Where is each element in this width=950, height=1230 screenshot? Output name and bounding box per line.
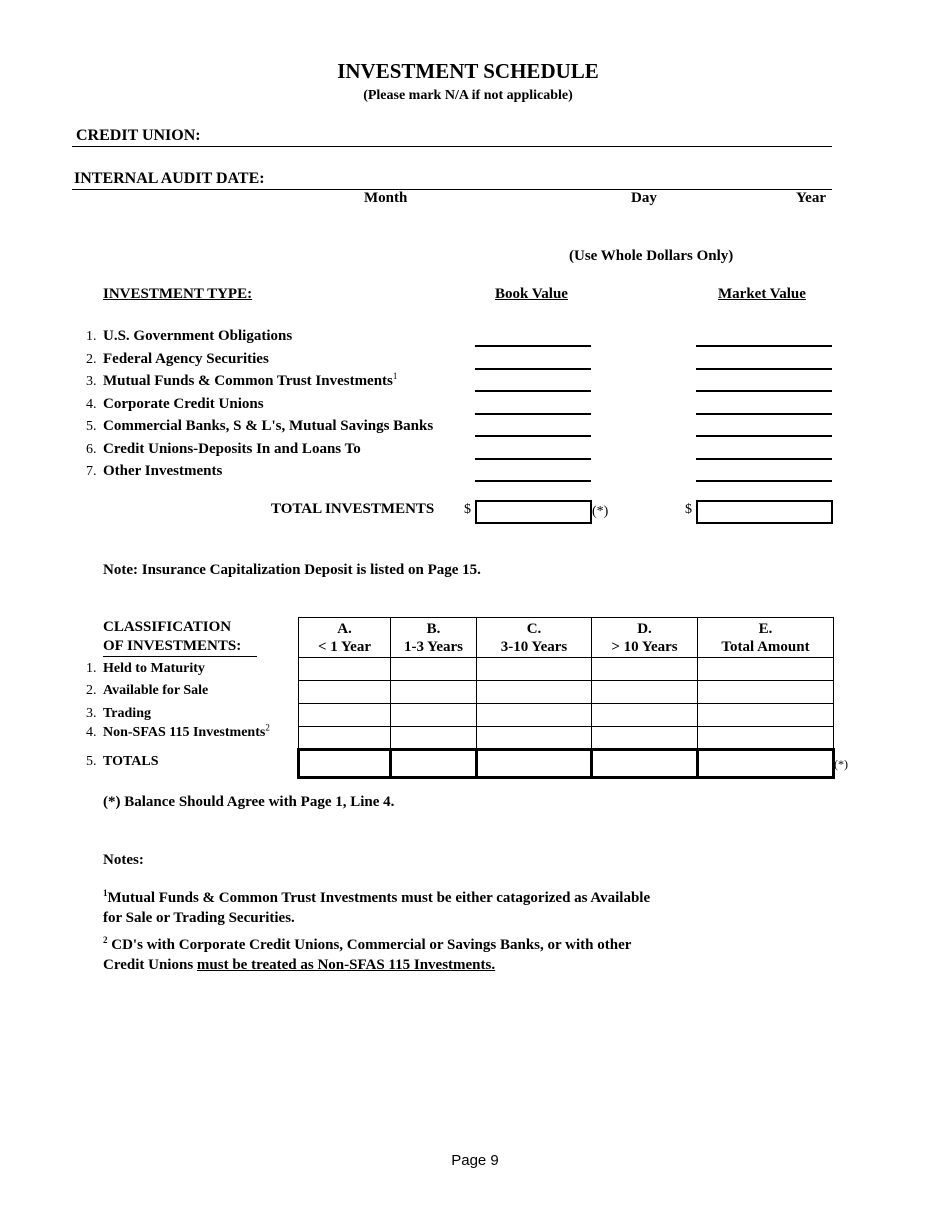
table-cell-input[interactable] bbox=[592, 681, 698, 704]
total-asterisk: (*) bbox=[592, 504, 609, 519]
table-cell-input[interactable] bbox=[391, 750, 477, 778]
table-cell-input[interactable] bbox=[698, 727, 834, 750]
column-header bbox=[391, 618, 477, 658]
investment-row-number: 4. bbox=[86, 397, 97, 412]
investment-row-number: 5. bbox=[86, 419, 97, 434]
investment-row bbox=[86, 441, 361, 458]
table-cell-input[interactable] bbox=[391, 704, 477, 727]
table-cell-input[interactable] bbox=[698, 658, 834, 681]
footnote-1-line1: Mutual Funds & Common Trust Investments must be either catagorized as Available bbox=[107, 890, 651, 906]
classification-header-line1: CLASSIFICATION bbox=[103, 619, 232, 635]
classification-row-text: Non-SFAS 115 Investments bbox=[103, 725, 266, 740]
investment-row-number: 2. bbox=[86, 352, 97, 367]
market-value-blank[interactable] bbox=[696, 435, 832, 437]
column-header bbox=[592, 618, 698, 658]
investment-row-label: Federal Agency Securities bbox=[103, 351, 269, 367]
column-label: 1-3 Years bbox=[403, 638, 463, 655]
table-row bbox=[299, 704, 834, 727]
investment-row-label: Commercial Banks, S & L's, Mutual Savings Banks bbox=[103, 418, 434, 434]
classification-table bbox=[297, 617, 835, 779]
day-label: Day bbox=[631, 190, 657, 206]
table-cell-input[interactable] bbox=[698, 750, 834, 778]
table-cell-input[interactable] bbox=[477, 750, 592, 778]
table-cell-input[interactable] bbox=[299, 681, 391, 704]
investment-row-label: Corporate Credit Unions bbox=[103, 396, 264, 412]
table-row bbox=[299, 727, 834, 750]
investment-row-label: Mutual Funds & Common Trust Investments bbox=[103, 373, 393, 389]
table-cell-input[interactable] bbox=[592, 750, 698, 778]
market-value-blank[interactable] bbox=[696, 458, 832, 460]
footnote-2 bbox=[103, 935, 631, 975]
investment-row-number: 7. bbox=[86, 464, 97, 479]
footnote-1-marker: 1 bbox=[103, 888, 108, 898]
classification-row-number: 2. bbox=[86, 683, 97, 698]
column-letter: B. bbox=[426, 620, 441, 637]
footnote-2-marker: 2 bbox=[103, 935, 108, 945]
table-cell-input[interactable] bbox=[299, 750, 391, 778]
market-value-blank[interactable] bbox=[696, 345, 832, 347]
book-value-blank[interactable] bbox=[475, 345, 591, 347]
footnote-1-line2: for Sale or Trading Securities. bbox=[103, 910, 295, 926]
table-cell-input[interactable] bbox=[477, 681, 592, 704]
investment-row bbox=[86, 418, 433, 435]
classification-row-label bbox=[86, 754, 159, 770]
audit-date-label: INTERNAL AUDIT DATE: bbox=[74, 170, 265, 187]
footnote-2-line2: Credit Unions bbox=[103, 957, 197, 973]
table-cell-input[interactable] bbox=[592, 658, 698, 681]
footnote-2-line1: CD's with Corporate Credit Unions, Commercial or Savings Banks, or with other bbox=[107, 937, 632, 953]
market-value-header: Market Value bbox=[718, 286, 806, 302]
investment-row-number: 3. bbox=[86, 374, 97, 389]
book-value-blank[interactable] bbox=[475, 413, 591, 415]
table-cell-input[interactable] bbox=[477, 704, 592, 727]
classification-row-text: Held to Maturity bbox=[103, 661, 205, 676]
classification-row-text: Trading bbox=[103, 706, 151, 721]
footnote-marker: 2 bbox=[265, 722, 270, 733]
column-letter: E. bbox=[758, 620, 773, 637]
market-value-blank[interactable] bbox=[696, 480, 832, 482]
table-cell-input[interactable] bbox=[299, 704, 391, 727]
classification-row-text: Available for Sale bbox=[103, 683, 209, 698]
market-dollar-sign: $ bbox=[685, 502, 692, 517]
table-cell-input[interactable] bbox=[477, 727, 592, 750]
table-cell-input[interactable] bbox=[477, 658, 592, 681]
column-label: > 10 Years bbox=[611, 638, 678, 655]
table-cell-input[interactable] bbox=[592, 704, 698, 727]
column-letter: C. bbox=[526, 620, 542, 637]
classification-row-number: 4. bbox=[86, 725, 97, 740]
year-label: Year bbox=[796, 190, 826, 206]
investment-row-number: 1. bbox=[86, 329, 97, 344]
table-row bbox=[299, 750, 834, 778]
table-row bbox=[299, 681, 834, 704]
footnote-1 bbox=[103, 888, 650, 928]
investment-row bbox=[86, 463, 222, 480]
investment-row bbox=[86, 396, 264, 413]
book-value-blank[interactable] bbox=[475, 435, 591, 437]
book-value-blank[interactable] bbox=[475, 390, 591, 392]
classification-row-label bbox=[86, 683, 208, 699]
total-investments-label: TOTAL INVESTMENTS bbox=[271, 501, 435, 517]
investment-row-label: Credit Unions-Deposits In and Loans To bbox=[103, 441, 361, 457]
classification-row-number: 1. bbox=[86, 661, 97, 676]
page-number: Page 9 bbox=[451, 1152, 499, 1169]
balance-note: (*) Balance Should Agree with Page 1, Line 4. bbox=[103, 794, 395, 810]
page-title: INVESTMENT SCHEDULE bbox=[337, 59, 599, 83]
footnote-marker: 1 bbox=[392, 371, 398, 381]
table-cell-input[interactable] bbox=[592, 727, 698, 750]
column-header bbox=[698, 618, 834, 658]
book-value-blank[interactable] bbox=[475, 458, 591, 460]
total-book-value-box[interactable] bbox=[475, 500, 592, 524]
classification-row-number: 5. bbox=[86, 754, 97, 769]
investment-row bbox=[86, 328, 292, 345]
table-cell-input[interactable] bbox=[391, 681, 477, 704]
totals-asterisk: (*) bbox=[834, 757, 848, 771]
investment-row-label: U.S. Government Obligations bbox=[103, 328, 293, 344]
month-label: Month bbox=[364, 190, 408, 206]
market-value-blank[interactable] bbox=[696, 390, 832, 392]
column-label: 3-10 Years bbox=[500, 638, 568, 655]
classification-row-label bbox=[86, 661, 205, 677]
column-letter: A. bbox=[337, 620, 352, 637]
table-cell-input[interactable] bbox=[698, 704, 834, 727]
audit-date-field[interactable] bbox=[72, 189, 832, 190]
insurance-note: Note: Insurance Capitalization Deposit is listed on Page 15. bbox=[103, 562, 481, 578]
table-cell-input[interactable] bbox=[299, 727, 391, 750]
footnote-2-line2-underlined: must be treated as Non-SFAS 115 Investments. bbox=[196, 957, 496, 973]
table-cell-input[interactable] bbox=[391, 727, 477, 750]
notes-heading: Notes: bbox=[103, 852, 144, 868]
whole-dollars-note: (Use Whole Dollars Only) bbox=[569, 248, 734, 264]
table-cell-input[interactable] bbox=[299, 658, 391, 681]
book-value-blank[interactable] bbox=[475, 480, 591, 482]
column-header bbox=[477, 618, 592, 658]
table-cell-input[interactable] bbox=[698, 681, 834, 704]
credit-union-label: CREDIT UNION: bbox=[76, 127, 201, 144]
investment-row-number: 6. bbox=[86, 442, 97, 457]
table-cell-input[interactable] bbox=[391, 658, 477, 681]
book-value-blank[interactable] bbox=[475, 368, 591, 370]
column-header bbox=[299, 618, 391, 658]
table-row bbox=[299, 658, 834, 681]
book-dollar-sign: $ bbox=[464, 502, 471, 517]
credit-union-field[interactable] bbox=[72, 146, 832, 147]
market-value-blank[interactable] bbox=[696, 368, 832, 370]
column-label: Total Amount bbox=[721, 638, 810, 655]
investment-row-label: Other Investments bbox=[103, 463, 223, 479]
column-letter: D. bbox=[637, 620, 652, 637]
classification-header-line2: OF INVESTMENTS: bbox=[103, 638, 257, 657]
classification-row-text: TOTALS bbox=[103, 754, 159, 769]
classification-row-label bbox=[86, 722, 270, 741]
investment-row bbox=[86, 373, 397, 390]
investment-row bbox=[86, 351, 269, 368]
classification-row-number: 3. bbox=[86, 706, 97, 721]
classification-row-label bbox=[86, 706, 151, 722]
page-subtitle: (Please mark N/A if not applicable) bbox=[363, 88, 573, 103]
book-value-header: Book Value bbox=[495, 286, 568, 302]
total-market-value-box[interactable] bbox=[696, 500, 833, 524]
investment-type-header: INVESTMENT TYPE: bbox=[103, 286, 253, 302]
market-value-blank[interactable] bbox=[696, 413, 832, 415]
column-label: < 1 Year bbox=[318, 638, 371, 655]
